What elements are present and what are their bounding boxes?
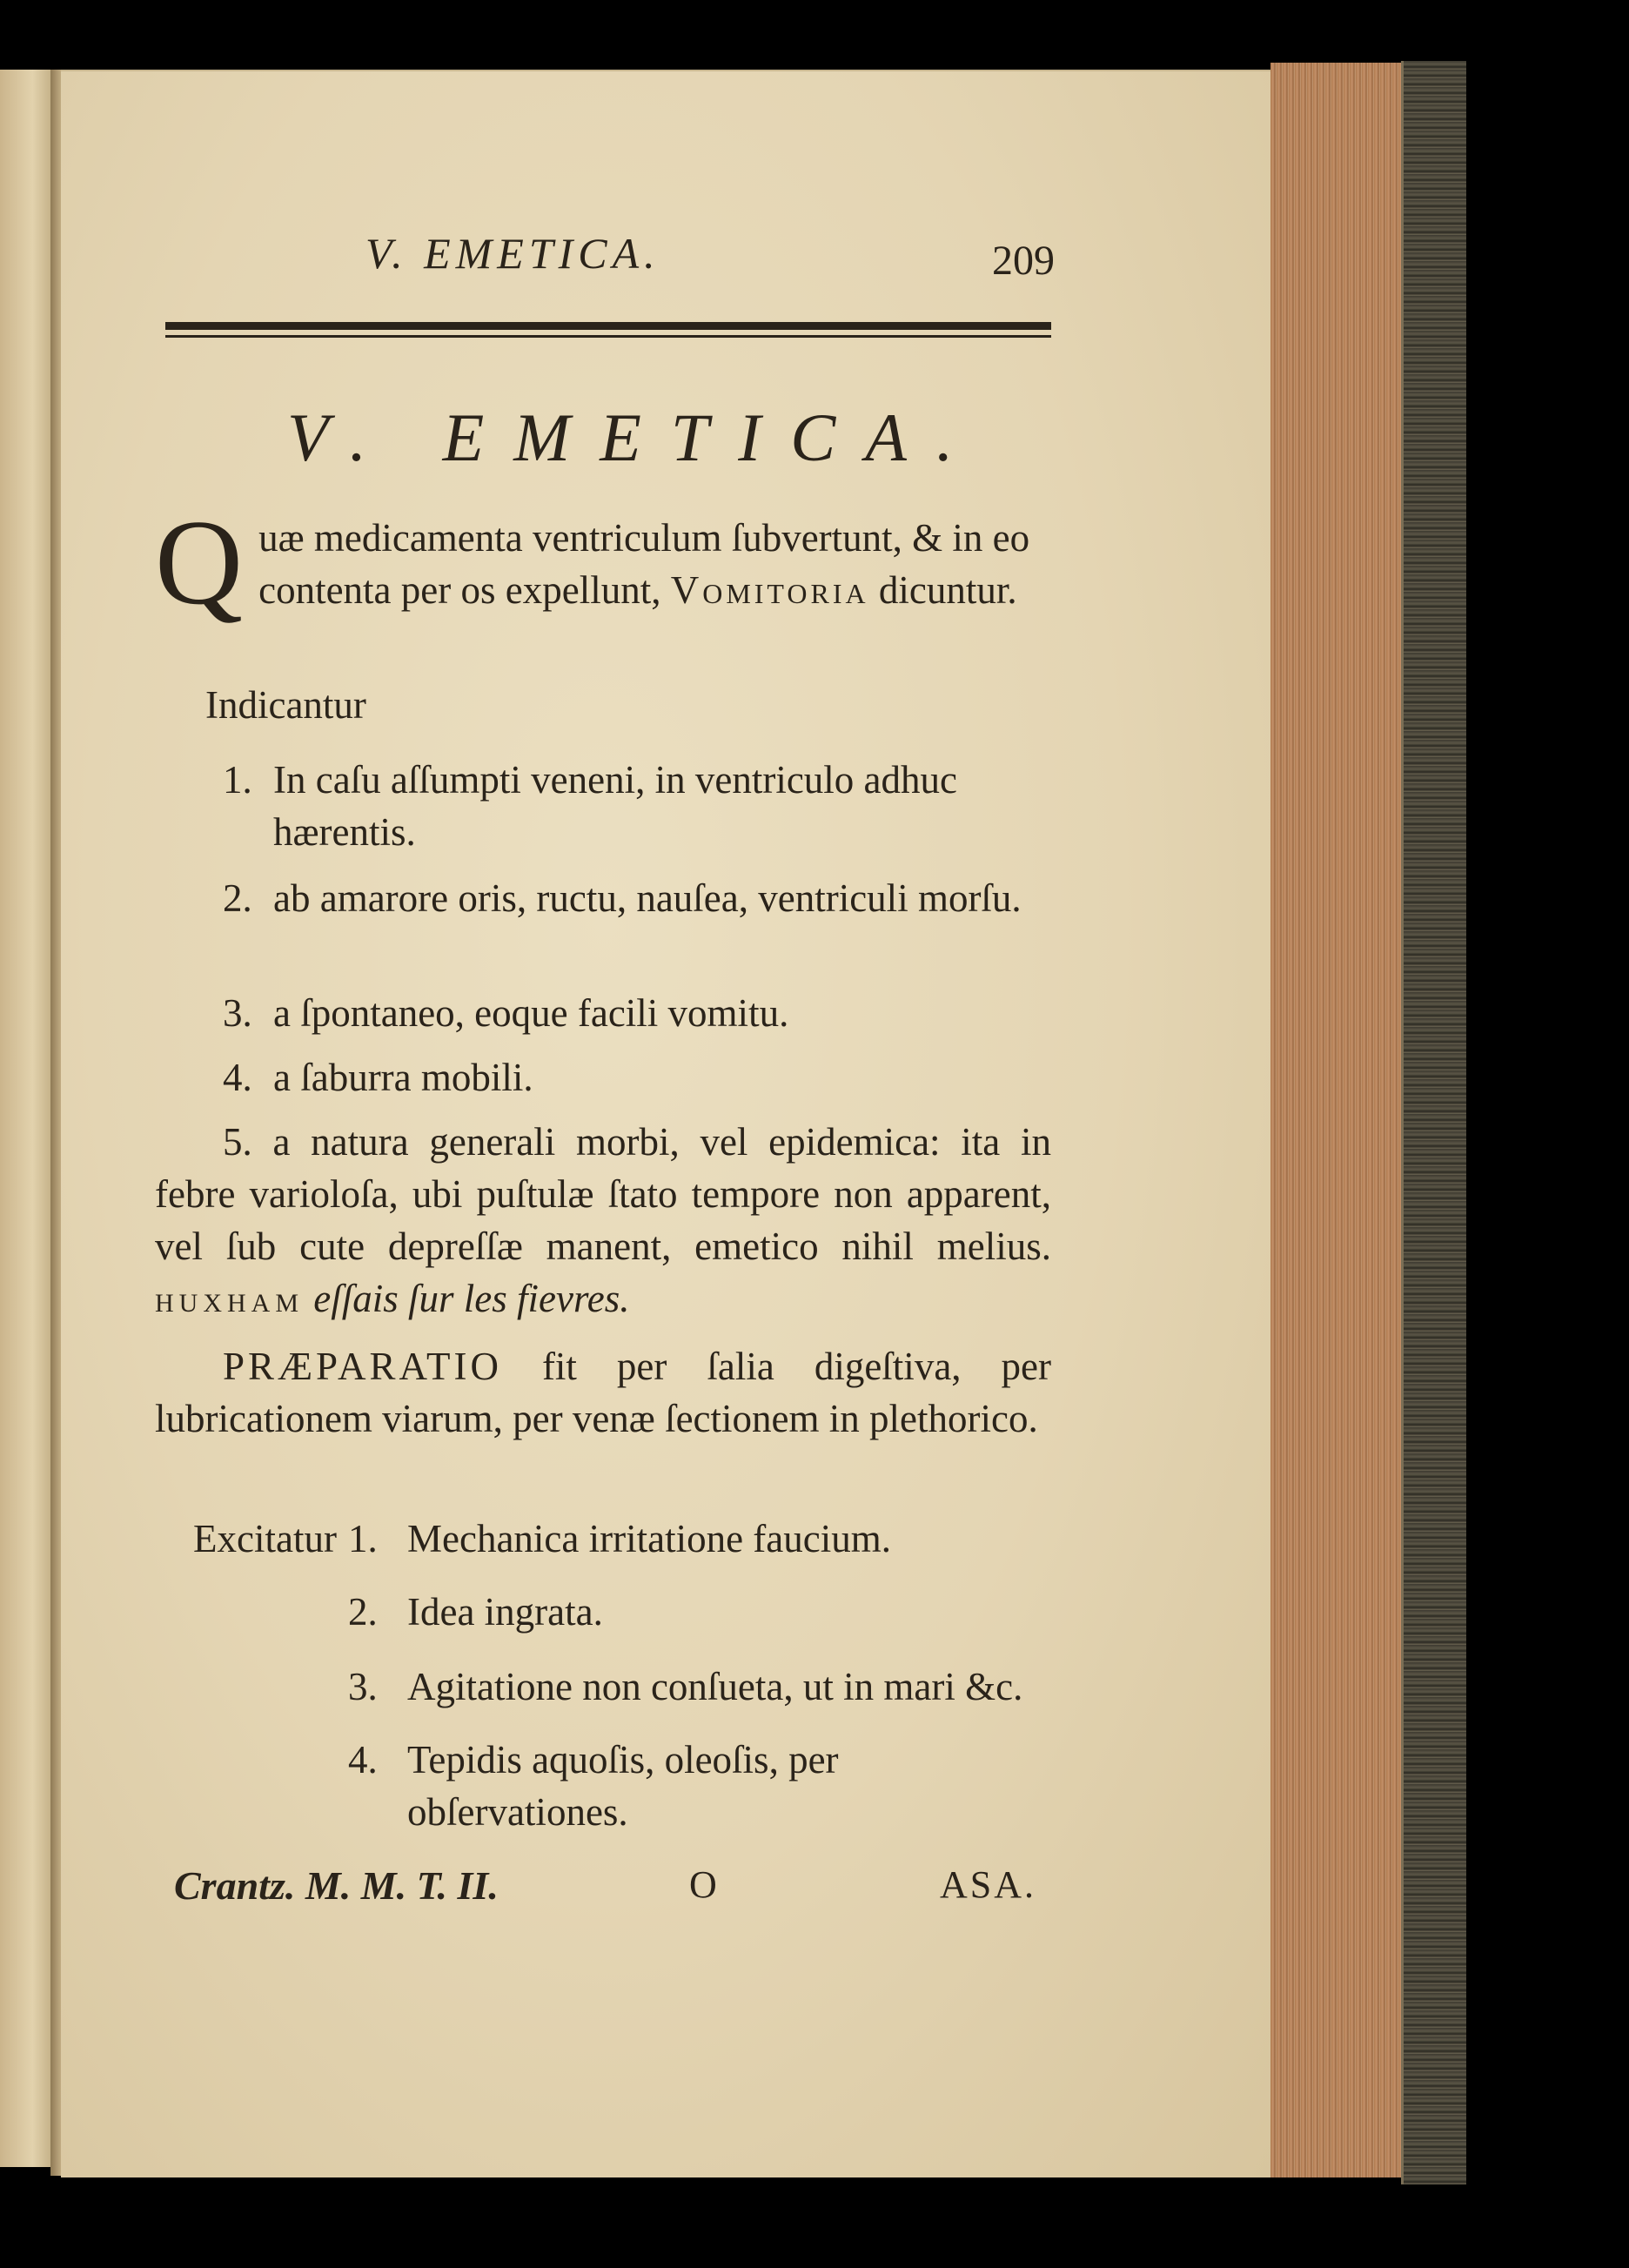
- intro-text: uæ medicamenta ventriculum ſubvertunt, & in eo contenta per os expellunt,: [258, 516, 1030, 612]
- list-item: [223, 872, 1049, 924]
- list-item: [348, 1734, 1053, 1838]
- list-item-text: a ſpontaneo, eoque facili vomitu.: [273, 991, 789, 1035]
- intro-paragraph: [155, 495, 1051, 630]
- intro-text-end: dicuntur.: [868, 568, 1017, 612]
- list-item-text: Mechanica irritatione faucium.: [407, 1517, 891, 1560]
- list-item-number: 2.: [223, 876, 252, 920]
- list-item-text: Agitatione non conſueta, ut in mari &c.: [407, 1665, 1023, 1708]
- list-item-number: 1.: [348, 1517, 378, 1560]
- list-item: [348, 1661, 1053, 1713]
- page-fore-edge: [1270, 63, 1401, 2177]
- list-item-number: 2.: [348, 1590, 378, 1634]
- list-item-text: In caſu aſſumpti veneni, in ventriculo adhuc hærentis.: [273, 758, 958, 854]
- list-item: [223, 754, 1049, 858]
- excitatur-label: Excitatur: [193, 1517, 337, 1560]
- praeparatio-term: PRÆPARATIO: [223, 1345, 502, 1388]
- book-cover-edge: [1401, 61, 1466, 2184]
- chapter-title: V. EMETICA.: [287, 399, 983, 475]
- list-item: [348, 1586, 1053, 1638]
- list-item-number: 4.: [223, 1056, 252, 1099]
- header-rule: [165, 322, 1051, 338]
- list-item-text: a ſaburra mobili.: [273, 1056, 533, 1099]
- praeparatio-text: fit per ſalia digeſtiva, per lubricationem viarum, per venæ ſectionem in plethorico.: [155, 1345, 1051, 1440]
- page-number: 209: [992, 238, 1055, 284]
- list-item-text: a natura generali morbi, vel epidemica: ita in febre varioloſa, ubi puſtulæ ſtato tempore non apparent, vel ſub cute depreſſæ manent, emetico nihil melius.: [155, 1120, 1051, 1268]
- list-item-text: Tepidis aquoſis, oleoſis, per obſervationes.: [407, 1738, 839, 1834]
- running-head: V. EMETICA.: [365, 229, 660, 278]
- list-item-number: 5.: [223, 1120, 252, 1164]
- intro-term: Vomitoria: [670, 568, 869, 612]
- list-item-text: Idea ingrata.: [407, 1590, 603, 1634]
- list-item: [348, 1513, 1053, 1565]
- citation-work: eſſais ſur les fievres.: [313, 1277, 630, 1320]
- citation-author: HUXHAM: [155, 1289, 304, 1318]
- list-item: [223, 987, 1049, 1039]
- list-item-number: 1.: [223, 758, 252, 802]
- list-item-number: 3.: [223, 991, 252, 1035]
- list-item-number: 3.: [348, 1665, 378, 1708]
- catchword: ASA.: [940, 1863, 1037, 1906]
- praeparatio-paragraph: [155, 1340, 1051, 1445]
- list-item: [223, 1051, 1049, 1104]
- list-item-text: ab amarore oris, ructu, nauſea, ventriculi morſu.: [273, 876, 1022, 920]
- printer-signature: Crantz. M. M. T. II.: [174, 1863, 499, 1908]
- indications-label: Indicantur: [205, 683, 366, 727]
- signature-mark: O: [689, 1863, 717, 1906]
- drop-cap: Q: [155, 495, 244, 630]
- list-item-5: [155, 1116, 1051, 1330]
- list-item-number: 4.: [348, 1738, 378, 1782]
